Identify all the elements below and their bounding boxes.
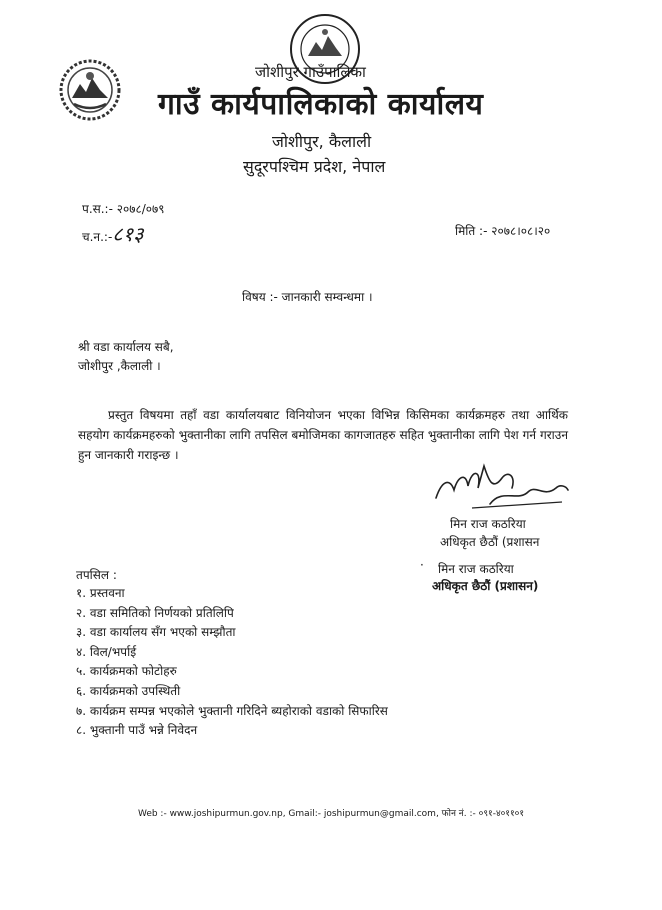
reference-value: २०७८/०७९	[116, 202, 165, 216]
letter-subject: विषय :- जानकारी सम्वन्धमा ।	[242, 290, 373, 304]
list-item: २. वडा समितिको निर्णयको प्रतिलिपि	[76, 605, 234, 620]
office-province: सुदूरपश्चिम प्रदेश, नेपाल	[243, 157, 386, 176]
office-address: जोशीपुर, कैलाली	[272, 132, 372, 151]
letter-body: प्रस्तुत विषयमा तहाँ वडा कार्यालयबाट विनियोजन भएका विभिन्न किसिमका कार्यक्रमहरु तथा आर्थिक सहयोग कार्यक्रमहरुको भुक्तानीका लागि तपसिल बमोजिमका कागजातहरु सहित भुक्तानीका लागि पेश गर्न गराउन हुन जानकारी गराइन्छ ।	[78, 408, 568, 462]
reference-number	[82, 200, 164, 217]
list-item: ३. वडा कार्यालय सँग भएको सम्झौता	[76, 625, 236, 640]
annex-list	[76, 584, 388, 741]
recipient-line: श्री वडा कार्यालय सबै,	[78, 340, 174, 354]
signatory-name: मिन राज कठरिया	[450, 517, 526, 531]
signature-icon	[432, 458, 572, 514]
dispatch-value: ८१३	[112, 222, 144, 246]
list-item: ८. भुक्तानी पाउँ भन्ने निवेदन	[76, 723, 198, 738]
footer-contact: Web :- www.joshipurmun.gov.np, Gmail:- joshipurmun@gmail.com, फोन नं. :- ०९१-४०११०१	[137, 809, 525, 819]
office-title: गाउँ कार्यपालिकाको कार्यालय	[158, 87, 484, 122]
recipient-block	[78, 338, 174, 376]
list-item: ७. कार्यक्रम सम्पन्न भएकोले भुक्तानी गरिदिने ब्यहोराको वडाको सिफारिस	[76, 703, 388, 718]
dispatch-label: च.न.:-	[82, 230, 113, 244]
annex-title: तपसिल :	[76, 568, 117, 582]
stamp-designation: अधिकृत छैठौं (प्रशासन)	[432, 579, 539, 593]
list-item: ४. विल/भर्पाई	[76, 644, 137, 659]
date-value: २०७८।०८।२०	[491, 224, 551, 238]
list-item: ५. कार्यक्रमको फोटोहरु	[76, 664, 177, 679]
stamp-name: मिन राज कठरिया	[438, 562, 514, 576]
list-item: ६. कार्यक्रमको उपस्थिती	[76, 683, 181, 698]
list-item: १. प्रस्तवना	[76, 586, 125, 600]
dispatch-number	[82, 220, 144, 247]
letter-date	[455, 222, 550, 239]
recipient-line: जोशीपुर ,कैलाली ।	[78, 359, 161, 373]
date-label: मिति :-	[455, 224, 492, 238]
signatory-designation: अधिकृत छैठौं (प्रशासन	[440, 535, 540, 549]
reference-label: प.स.:-	[82, 202, 117, 216]
nepal-emblem-icon	[58, 58, 122, 122]
stamp-dot: ·	[420, 558, 424, 572]
municipality-name: जोशीपुर गाउँपालिका	[255, 63, 366, 81]
